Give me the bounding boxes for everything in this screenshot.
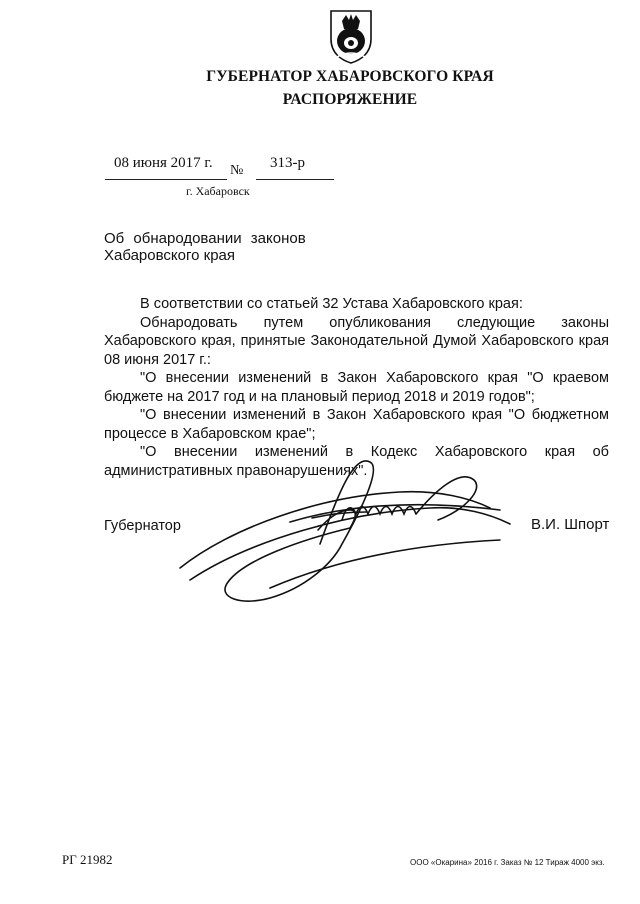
signatory-position: Губернатор bbox=[104, 518, 181, 534]
footer-code: РГ 21982 bbox=[62, 852, 113, 867]
document-number: 313-р bbox=[270, 155, 305, 171]
document-city: г. Хабаровск bbox=[186, 184, 250, 198]
subject-line-2: Хабаровского края bbox=[104, 247, 236, 264]
document-date: 08 июня 2017 г. bbox=[114, 155, 213, 171]
body-paragraph-1: В соответствии со статьей 32 Устава Хабаровского края: bbox=[140, 296, 523, 312]
document-type: РАСПОРЯЖЕНИЕ bbox=[282, 91, 418, 108]
body-paragraph-3: "О внесении изменений в Закон Хабаровского края "О краевом бюджете на 2017 год и на плановый период 2018 и 2019 годов"; bbox=[104, 370, 609, 405]
body-paragraph-2: Обнародовать путем опубликования следующие законы Хабаровского края, принятые Законодательной Думой Хабаровского края 08 июня 2017 г.: bbox=[104, 314, 609, 368]
issuing-authority: ГУБЕРНАТОР ХАБАРОВСКОГО КРАЯ bbox=[206, 68, 494, 85]
coat-of-arms-emblem bbox=[327, 7, 375, 65]
handwritten-signature bbox=[170, 448, 530, 608]
number-sign: № bbox=[230, 163, 244, 178]
signatory-name: В.И. Шпорт bbox=[531, 516, 610, 533]
subject-line-1: Об обнародовании законов bbox=[104, 230, 306, 247]
body-paragraph-4: "О внесении изменений в Закон Хабаровского края "О бюджетном процессе в Хабаровском крае"; bbox=[104, 407, 609, 442]
footer-printer-info: ООО «Окарина» 2016 г. Заказ № 12 Тираж 4000 экз. bbox=[410, 858, 605, 867]
document-subject bbox=[104, 230, 306, 264]
body-paragraph-5: "О внесении изменений в Кодекс Хабаровского края об административных правонарушениях". bbox=[104, 444, 609, 479]
